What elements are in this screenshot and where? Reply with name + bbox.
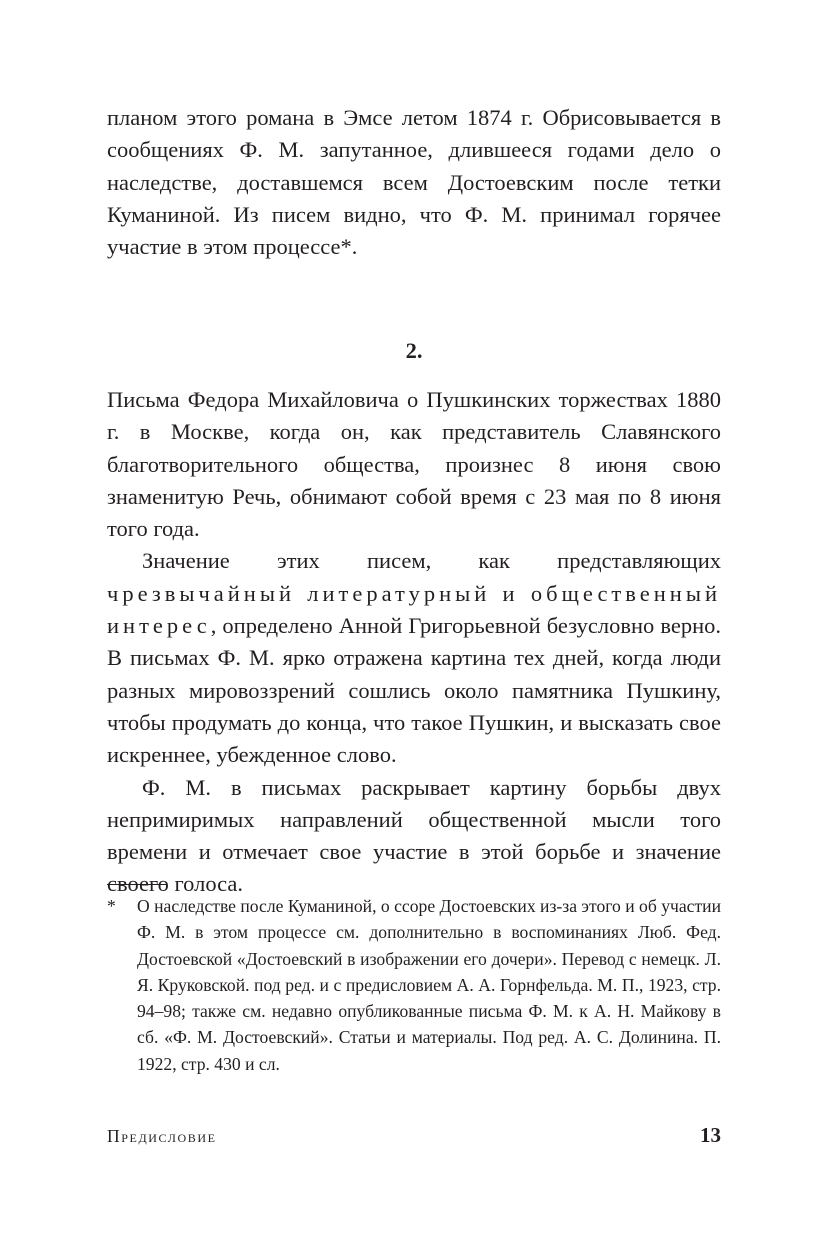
- footnote-text: О наследстве после Куманиной, о ссоре Достоевских из-за этого и об участии Ф. М. в этом процессе см. дополнительно в воспоминаниях Люб. Фед. Достоевской «Достоевский в изображении его дочери». Перевод с немецк. Л. Я. Круковской. под ред. и с предисловием А. А. Горнфельда. М. П., 1923, стр. 94–98; также см. недавно опубликованные письма Ф. М. к А. Н. Майкову в сб. «Ф. М. Достоевский». Статьи и материалы. Под ред. А. С. Долинина. П. 1922, стр. 430 и сл.: [137, 896, 721, 1074]
- book-page: [107, 0, 721, 1240]
- section-body: [107, 384, 721, 901]
- footnote-divider: [107, 884, 167, 885]
- footnote: [107, 893, 721, 1077]
- footnote-mark: *: [107, 896, 116, 916]
- section-heading: 2.: [405, 338, 423, 363]
- page-number: 13: [700, 1123, 721, 1147]
- paragraph-2-spaced-emphasis: чрезвычайный литературный и общественный интерес: [107, 580, 721, 639]
- top-paragraph-text: планом этого романа в Эмсе летом 1874 г. Обрисовывается в сообщениях Ф. М. запутанное, длившееся годами дело о наследстве, доставшемся всем Достоевским после тетки Куманиной. Из писем видно, что Ф. М. принимал горячее участие в этом процессе*.: [107, 105, 721, 260]
- section-paragraph-2: [107, 545, 721, 771]
- running-title: Предисловие: [107, 1126, 217, 1146]
- paragraph-2-end: , определено Анной Григорьевной безусловно верно. В письмах Ф. М. ярко отражена картина тех дней, когда люди разных мировоззрений сошлись около памятника Пушкину, чтобы продумать до конца, что такое Пушкин, и высказать свое искреннее, убежденное слово.: [107, 613, 721, 768]
- paragraph-2-start: Значение этих писем, как представляющих: [142, 548, 721, 574]
- section-paragraph-1: Письма Федора Михайловича о Пушкинских торжествах 1880 г. в Москве, когда он, как представитель Славянского благотворительного общества, произнес 8 июня свою знаменитую Речь, обнимают собой время с 23 мая по 8 июня того года.: [107, 387, 721, 542]
- top-paragraph: [107, 102, 721, 263]
- section-paragraph-3: Ф. М. в письмах раскрывает картину борьбы двух непримиримых направлений общественной мысли того времени и отмечает свое участие в этой борьбе и значение своего голоса.: [107, 774, 721, 897]
